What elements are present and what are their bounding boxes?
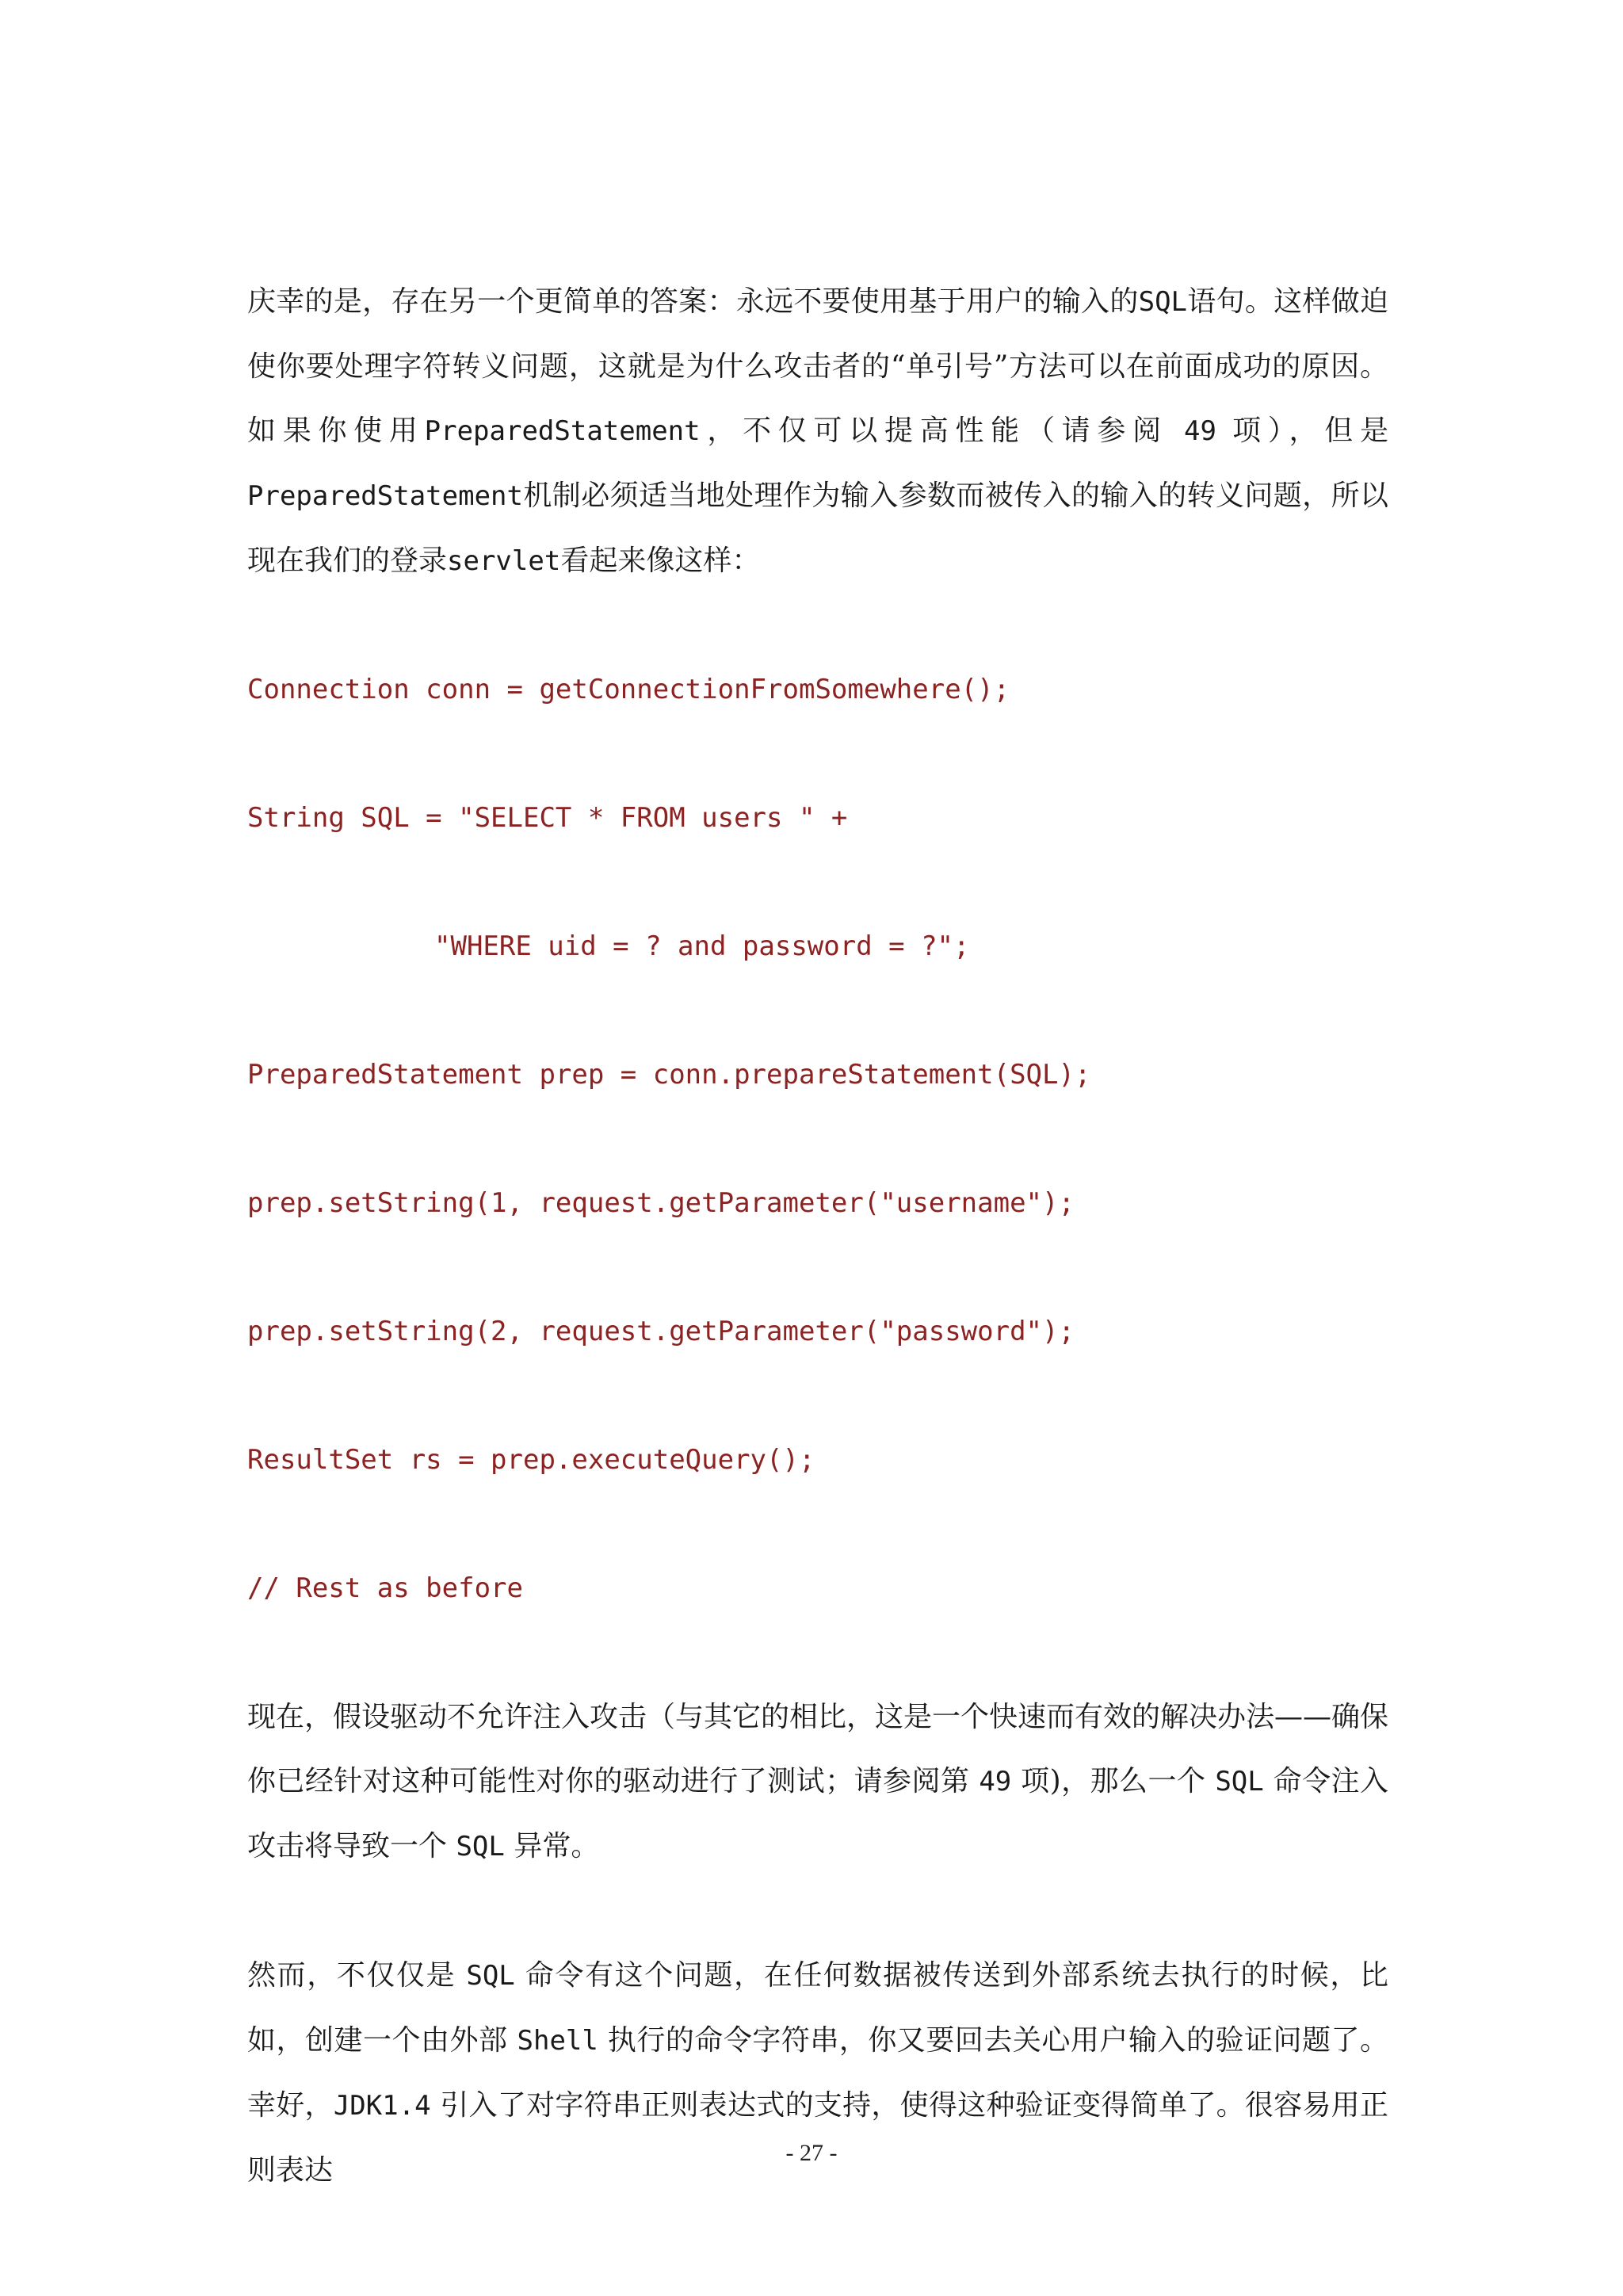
text-segment: 机制必须适当地处理作为输入参数而被传入的输入的转义问题，所以现在我们的登录 xyxy=(247,479,1388,577)
text-segment: 项），但是 xyxy=(1216,415,1388,447)
text-segment: 项)，那么一个 xyxy=(1011,1765,1216,1797)
text-segment: ，不仅可以提高性能（请参阅 xyxy=(700,415,1184,447)
text-segment: 命令有这个问题，在任何数据被传送到外部系统去执行的时候，比如，创建一个由外部 xyxy=(247,1959,1388,2057)
code-line: prep.setString(2, request.getParameter("password"); xyxy=(247,1316,1075,1347)
paragraph-intro xyxy=(247,269,1388,594)
text-segment: 引入了对字符串正则表达式的支持，使得这种验证变得简单了。很容易用正则表达 xyxy=(247,2089,1388,2187)
text-segment: 看起来像这样： xyxy=(560,544,761,577)
code-term: SQL xyxy=(1215,1766,1264,1797)
text-segment: 命令注入攻击将导致一个 xyxy=(247,1765,1389,1862)
text-segment: 语句。这样做迫使你要处理字符转义问题，这就是为什么攻击者的“单引号”方法可以在前面成功的原因。如果你使用 xyxy=(247,285,1388,447)
page-content xyxy=(247,269,1388,2202)
code-line: "WHERE uid = ? and password = ?"; xyxy=(434,930,970,962)
text-segment: 执行的命令字符串，你又要回去关心用户输入的验证问题了。幸好， xyxy=(247,2024,1388,2122)
paragraph-driver xyxy=(247,1685,1388,1879)
code-term: PreparedStatement xyxy=(424,415,701,447)
code-line: String SQL = "SELECT * FROM users " + xyxy=(247,802,848,834)
code-term: servlet xyxy=(447,545,561,577)
code-line: PreparedStatement prep = conn.prepareStatement(SQL); xyxy=(247,1059,1091,1091)
text-segment: 异常。 xyxy=(504,1830,600,1862)
code-term: Shell xyxy=(517,2025,598,2057)
code-block xyxy=(247,658,1388,1621)
text-segment: 然而，不仅仅是 xyxy=(247,1959,467,1992)
code-term: 49 xyxy=(979,1766,1012,1797)
code-term: SQL xyxy=(1138,286,1188,318)
code-term: PreparedStatement xyxy=(247,480,523,512)
page-number: - 27 - xyxy=(785,2140,838,2166)
code-term: JDK1.4 xyxy=(333,2090,431,2122)
code-line: ResultSet rs = prep.executeQuery(); xyxy=(247,1444,815,1476)
text-segment: 庆幸的是，存在另一个更简单的答案：永远不要使用基于用户的输入的 xyxy=(247,285,1139,318)
code-term: 49 xyxy=(1183,415,1216,447)
code-term: SQL xyxy=(466,1960,515,1992)
code-term: SQL xyxy=(456,1831,505,1862)
text-segment: 现在，假设驱动不允许注入攻击（与其它的相比，这是一个快速而有效的解决办法——确保你已经针对这种可能性对你的驱动进行了测试；请参阅第 xyxy=(247,1701,1389,1797)
code-line: prep.setString(1, request.getParameter("username"); xyxy=(247,1187,1075,1219)
code-comment: // Rest as before xyxy=(247,1572,523,1604)
code-line: Connection conn = getConnectionFromSomewhere(); xyxy=(247,674,1010,705)
